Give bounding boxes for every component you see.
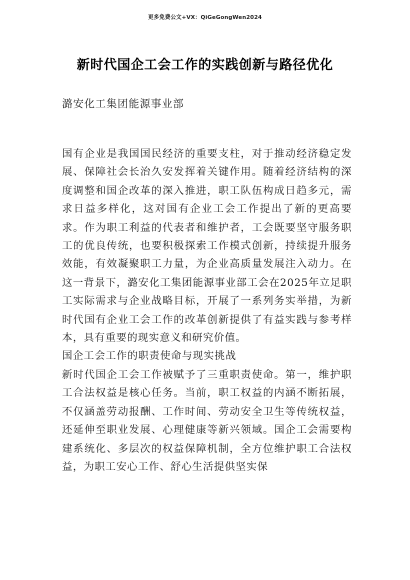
document-title: 新时代国企工会工作的实践创新与路径优化 — [76, 58, 334, 73]
section-heading: 国企工会工作的职责使命与现实挑战 — [62, 350, 237, 363]
header-note: 更多免费公文+VX：QiGeGongWen2024 — [148, 15, 262, 21]
issuing-unit: 潞安化工集团能源事业部 — [62, 98, 185, 110]
document-body — [62, 145, 352, 476]
section-paragraph: 新时代国企工会工作被赋予了三重职责使命。第一，维护职工合法权益是核心任务。当前，职工权益的内涵不断拓展，不仅涵盖劳动报酬、工作时间、劳动安全卫生等传统权益，还延伸至职业发展、心理健康等新兴领域。国企工会需要构建系统化、多层次的权益保障机制，全方位维护职工合法权益，为职工安心工作、舒心生活提供坚实保 — [62, 368, 352, 473]
body-paragraph: 国有企业是我国国民经济的重要支柱，对于推动经济稳定发展、保障社会长治久安发挥着关键作用。随着经济结构的深度调整和国企改革的深入推进，职工队伍构成日趋多元，需求日益多样化，这对国有企业工会工作提出了新的更高要求。作为职工利益的代表者和维护者，工会既要坚守服务职工的优良传统，也要积极探索工作模式创新，持续提升服务效能，有效凝聚职工力量，为企业高质量发展注入动力。在这一背景下，潞安化工集团能源事业部工会在2025年立足职工实际需求与企业战略目标，开展了一系列务实举措，为新时代国有企业工会工作的改革创新提供了有益实践与参考样本，具有重要的现实意义和研究价值。 — [62, 148, 352, 345]
